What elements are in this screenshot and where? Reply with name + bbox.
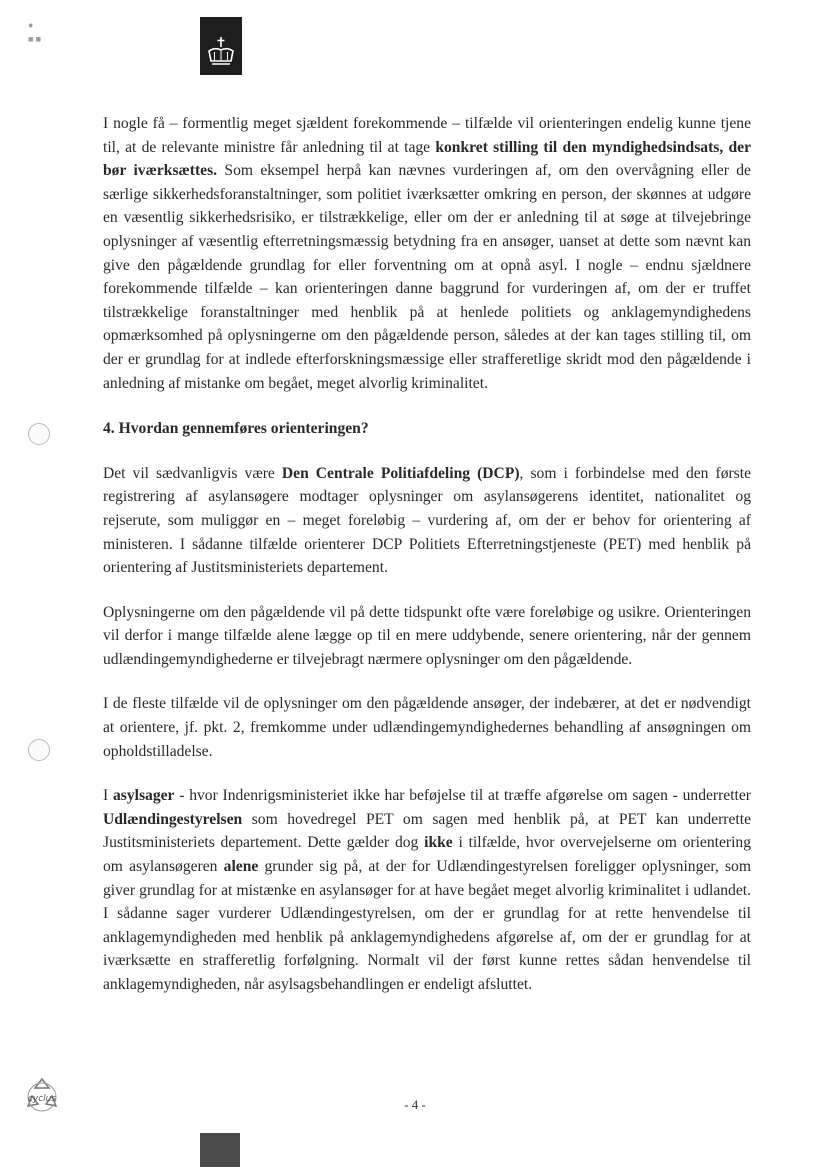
section-heading: 4. Hvordan gennemføres orienteringen? — [103, 420, 369, 438]
punch-hole — [28, 739, 50, 761]
paragraph-4: I de fleste tilfælde vil de oplysninger om den pågældende ansøger, der indebærer, at det er nødvendigt at orientere, jf. pkt. 2, fremkomme under udlændingemyndighedernes behandling af ansøgningen om opholdstilladelse. — [103, 695, 751, 760]
stamp-text: cyclus — [27, 1094, 57, 1104]
crown-coat-of-arms-icon — [200, 17, 242, 75]
document-body — [103, 112, 751, 997]
paragraph-2: Det vil sædvanligvis være Den Centrale Politiafdeling (DCP), som i forbindelse med den første registrering af asylansøgere modtager oplysninger om asylansøgerens identitet, nationalitet og rejserute, som muliggør en – meget foreløbig – vurdering af, om der er behov for orientering af ministeren. I sådanne tilfælde orienterer DCP Politiets Efterretningstjeneste (PET) med henblik på orientering af Justitsministeriets departement. — [103, 464, 752, 577]
paragraph-3: Oplysningerne om den pågældende vil på dette tidspunkt ofte være foreløbige og usikre. Orienteringen vil derfor i mange tilfælde alene lægge op til en mere uddybende, senere orientering, når der gennem udlændingemyndighederne er tilvejebragt nærmere oplysninger om den pågældende. — [103, 603, 751, 668]
paragraph-5: I asylsager - hvor Indenrigsministeriet ikke har beføjelse til at træffe afgørelse om sagen - underretter Udlændingestyrelsen som hovedregel PET om sagen med henblik på, at PET kan underrette Justitsministeriets departement. Dette gælder dog ikke i tilfælde, hvor overvejelserne om orientering om asylansøgeren alene grunder sig på, at der for Udlændingestyrelsen foreligger oplysninger, som giver grundlag for at mistænke en asylansøger for at have begået meget alvorlig kriminalitet i udlandet. I sådanne sager vurderer Udlændingestyrelsen, om der er grundlag for at rette henvendelse til anklagemyndigheden med henblik på anklagemyndighedens afgørelse af, om der er grundlag for at iværksætte en strafferetlig forfølgning. Normalt vil der først kunne rettes sådan henvendelse til anklagemyndigheden, når asylsagsbehandlingen er endeligt afsluttet. — [103, 787, 751, 993]
recycling-stamp-icon — [22, 1076, 62, 1116]
scan-marks: ● ■ ■ — [28, 20, 42, 44]
scan-block — [200, 1133, 240, 1167]
page-number: - 4 - — [404, 1097, 426, 1112]
paragraph-1: I nogle få – formentlig meget sjældent forekommende – tilfælde vil orienteringen endelig kunne tjene til, at de relevante ministre får anledning til at tage konkret stilling til den myndighedsindsats, der bør iværksættes. Som eksempel herpå kan nævnes vurderingen af, om den overvågning eller de særlige sikkerhedsforanstaltninger, som politiet iværksætter omkring en person, der skønnes at udgøre en væsentlig sikkerhedsrisiko, er tilstrækkelige, eller om der er anledning til at søge at tilvejebringe oplysninger af væsentlig efterretningsmæssig betydning fra en ansøger, uanset at dette som nævnt kan give den pågældende grundlag for eller forventning om at opnå asyl. I nogle – endnu sjældnere forekommende tilfælde – kan orienteringen danne baggrund for vurderingen af, om der er truffet tilstrækkelige foranstaltninger med henblik på at henlede politiets og anklagemyndighedens opmærksomhed på oplysningerne om den pågældende person, således at der kan tages stilling til, om der er grundlag for at indlede efterforskningsmæssige eller strafferetlige skridt mod den pågældende i anledning af mistanke om begået, meget alvorlig kriminalitet. — [103, 115, 751, 392]
punch-hole — [28, 423, 50, 445]
